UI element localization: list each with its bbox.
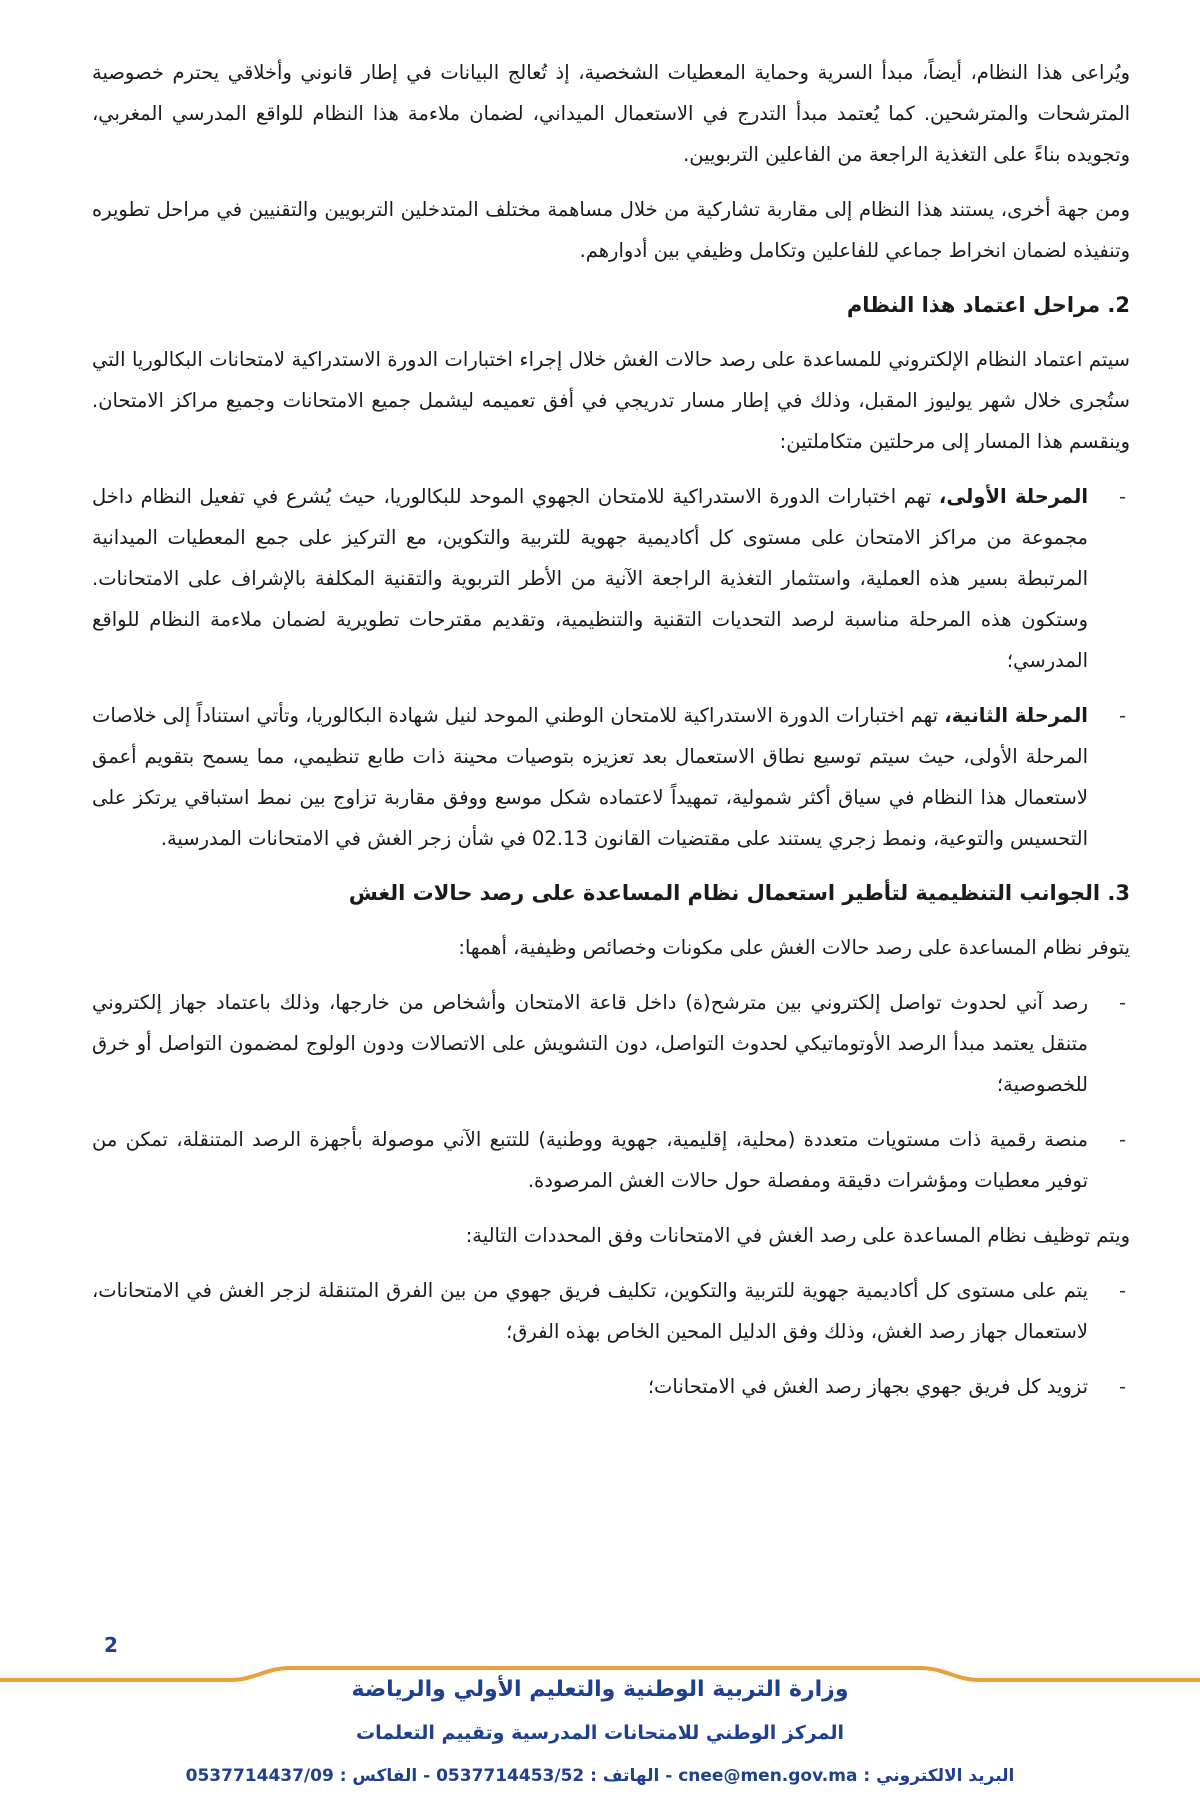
bullet-dash: -: [1118, 1279, 1126, 1302]
paragraph-components: يتوفر نظام المساعدة على رصد حالات الغش على مكونات وخصائص وظيفية، أهمها:: [458, 936, 1130, 959]
list-item-text: [92, 695, 1088, 859]
list-item-phase-1: [92, 476, 1130, 681]
paragraph-adoption: سيتم اعتماد النظام الإلكتروني للمساعدة على رصد حالات الغش خلال إجراء اختبارات الدورة الاستدراكية لامتحانات البكالوريا التي ستُجرى خلال شهر يوليوز المقبل، وذلك في إطار مسار تدريجي في أفق تعميمه ليشمل جميع الامتحانات وجميع مراكز الامتحان. وينقسم هذا المسار إلى مرحلتين متكاملتين:: [92, 348, 1130, 453]
bullet-dash: -: [1118, 704, 1126, 727]
footer-ministry-name: وزارة التربية الوطنية والتعليم الأولي والرياضة: [351, 1677, 849, 1702]
list-item-text: منصة رقمية ذات مستويات متعددة (محلية، إقليمية، جهوية ووطنية) للتتبع الآني موصولة بأجهزة الرصد المتنقلة، تمكن من توفير معطيات ومؤشرات دقيقة ومفصلة حول حالات الغش المرصودة.: [92, 1128, 1088, 1192]
paragraph-participatory: ومن جهة أخرى، يستند هذا النظام إلى مقاربة تشاركية من خلال مساهمة مختلف المتدخلين التربويين والتقنيين في مراحل تطويره وتنفيذه لضمان انخراط جماعي للفاعلين وتكامل وظيفي بين أدوارهم.: [92, 198, 1130, 262]
list-item-realtime-detection: [92, 982, 1130, 1105]
list-item-equipment: [92, 1366, 1130, 1407]
footer-center-name: المركز الوطني للامتحانات المدرسية وتقييم التعلمات: [356, 1722, 844, 1744]
document-body: [92, 52, 1130, 1421]
list-item-text: تزويد كل فريق جهوي بجهاز رصد الغش في الامتحانات؛: [647, 1375, 1088, 1398]
list-item-text: [92, 476, 1088, 681]
phase-2-label: المرحلة الثانية،: [944, 704, 1088, 727]
list-item-regional-team: [92, 1270, 1130, 1352]
bullet-dash: -: [1118, 1128, 1126, 1151]
section-heading-3: 3. الجوانب التنظيمية لتأطير استعمال نظام المساعدة على رصد حالات الغش: [348, 881, 1130, 905]
phase-1-label: المرحلة الأولى،: [938, 485, 1089, 508]
footer-contact-info: البريد الالكتروني : cnee@men.gov.ma - الهاتف : 0537714453/52 - الفاكس : 0537714437/09: [185, 1766, 1015, 1786]
paragraph-determinants: ويتم توظيف نظام المساعدة على رصد الغش في الامتحانات وفق المحددات التالية:: [465, 1224, 1130, 1247]
paragraph-privacy: ويُراعى هذا النظام، أيضاً، مبدأ السرية وحماية المعطيات الشخصية، إذ تُعالج البيانات في إطار قانوني وأخلاقي يحترم خصوصية المترشحات والمترشحين. كما يُعتمد مبدأ التدرج في الاستعمال الميداني، لضمان ملاءمة هذا النظام للواقع المدرسي المغربي، وتجويده بناءً على التغذية الراجعة من الفاعلين التربويين.: [92, 61, 1130, 166]
section-heading-2: 2. مراحل اعتماد هذا النظام: [846, 293, 1130, 317]
list-item-phase-2: [92, 695, 1130, 859]
list-item-text: يتم على مستوى كل أكاديمية جهوية للتربية والتكوين، تكليف فريق جهوي من بين الفرق المتنقلة لزجر الغش في الامتحانات، لاستعمال جهاز رصد الغش، وذلك وفق الدليل المحين الخاص بهذه الفرق؛: [92, 1279, 1088, 1343]
bullet-dash: -: [1118, 991, 1126, 1014]
page-number: 2: [104, 1633, 118, 1657]
bullet-dash: -: [1118, 485, 1126, 508]
page-footer: [0, 1668, 1200, 1798]
phase-2-text: تهم اختبارات الدورة الاستدراكية للامتحان الوطني الموحد لنيل شهادة البكالوريا، وتأتي استناداً إلى خلاصات المرحلة الأولى، حيث سيتم توسيع نطاق الاستعمال بعد تعزيزه بتوصيات محينة ذات طابع تنظيمي، مما يسمح بتقويم أعمق لاستعمال هذا النظام في سياق أكثر شمولية، تمهيداً لاعتماده شكل موسع ووفق مقاربة تزاوج بين نمط استباقي يرتكز على التحسيس والتوعية، ونمط زجري يستند على مقتضيات القانون 02.13 في شأن زجر الغش في الامتحانات المدرسية.: [92, 704, 1088, 850]
list-item-text: رصد آني لحدوث تواصل إلكتروني بين مترشح(ة) داخل قاعة الامتحان وأشخاص من خارجها، وذلك باعتماد جهاز إلكتروني متنقل يعتمد مبدأ الرصد الأوتوماتيكي لحدوث التواصل، دون التشويش على الاتصالات ودون الولوج لمضمون التواصل أو خرق للخصوصية؛: [92, 991, 1088, 1096]
phase-1-text: تهم اختبارات الدورة الاستدراكية للامتحان الجهوي الموحد للبكالوريا، حيث يُشرع في تفعيل النظام داخل مجموعة من مراكز الامتحان على مستوى كل أكاديمية جهوية للتربية والتكوين، مع التركيز على جمع المعطيات الميدانية المرتبطة بسير هذه العملية، واستثمار التغذية الراجعة الآنية من الأطر التربوية والتقنية المكلفة بالإشراف على الامتحانات. وستكون هذه المرحلة مناسبة لرصد التحديات التقنية والتنظيمية، وتقديم مقترحات تطويرية لضمان ملاءمة النظام للواقع المدرسي؛: [92, 485, 1088, 672]
bullet-dash: -: [1118, 1375, 1126, 1398]
list-item-digital-platform: [92, 1119, 1130, 1201]
